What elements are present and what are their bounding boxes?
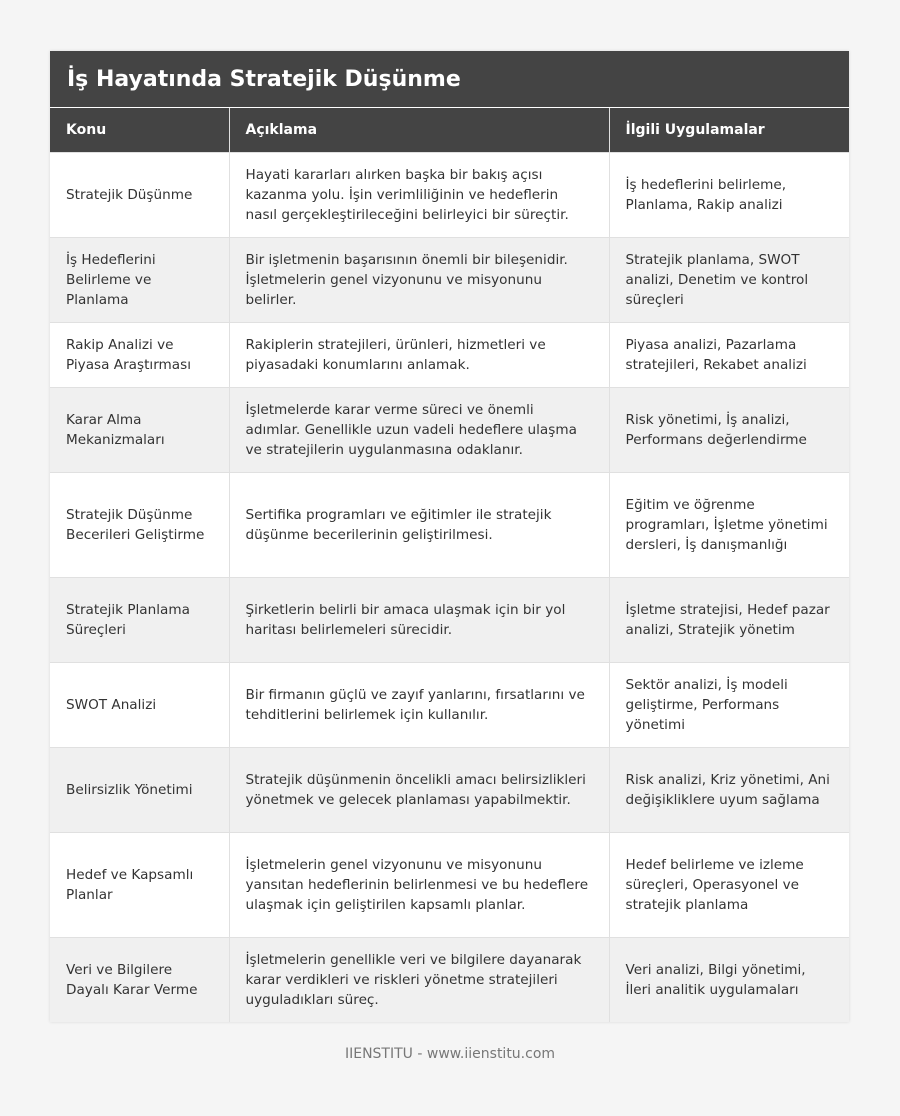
cell-konu: Hedef ve Kapsamlı Planlar: [50, 832, 229, 937]
cell-konu: Veri ve Bilgilere Dayalı Karar Verme: [50, 937, 229, 1022]
table-row: [50, 577, 849, 662]
cell-uygulamalar: Risk analizi, Kriz yönetimi, Ani değişikliklere uyum sağlama: [609, 747, 849, 832]
cell-aciklama: Şirketlerin belirli bir amaca ulaşmak için bir yol haritası belirlemeleri sürecidir.: [229, 577, 609, 662]
cell-uygulamalar: Stratejik planlama, SWOT analizi, Denetim ve kontrol süreçleri: [609, 237, 849, 322]
column-header-konu: Konu: [50, 108, 229, 152]
cell-aciklama: Rakiplerin stratejileri, ürünleri, hizmetleri ve piyasadaki konumlarını anlamak.: [229, 322, 609, 387]
cell-konu: Stratejik Düşünme Becerileri Geliştirme: [50, 472, 229, 577]
table-row: [50, 472, 849, 577]
table-row: [50, 832, 849, 937]
cell-uygulamalar: Eğitim ve öğrenme programları, İşletme yönetimi dersleri, İş danışmanlığı: [609, 472, 849, 577]
cell-uygulamalar: İşletme stratejisi, Hedef pazar analizi, Stratejik yönetim: [609, 577, 849, 662]
cell-uygulamalar: İş hedeflerini belirleme, Planlama, Rakip analizi: [609, 152, 849, 237]
cell-aciklama: Stratejik düşünmenin öncelikli amacı belirsizlikleri yönetmek ve gelecek planlaması yapabilmektir.: [229, 747, 609, 832]
cell-konu: İş Hedeflerini Belirleme ve Planlama: [50, 237, 229, 322]
cell-aciklama: İşletmelerin genel vizyonunu ve misyonunu yansıtan hedeflerinin belirlenmesi ve bu hedeflere ulaşmak için geliştirilen kapsamlı planlar.: [229, 832, 609, 937]
title-bar: [50, 51, 849, 108]
cell-uygulamalar: Piyasa analizi, Pazarlama stratejileri, Rekabet analizi: [609, 322, 849, 387]
table-row: [50, 237, 849, 322]
column-header-aciklama: Açıklama: [229, 108, 609, 152]
cell-uygulamalar: Risk yönetimi, İş analizi, Performans değerlendirme: [609, 387, 849, 472]
table-row: [50, 937, 849, 1022]
cell-konu: Stratejik Düşünme: [50, 152, 229, 237]
cell-uygulamalar: Hedef belirleme ve izleme süreçleri, Operasyonel ve stratejik planlama: [609, 832, 849, 937]
table-row: [50, 322, 849, 387]
topics-table: [50, 108, 849, 1022]
cell-uygulamalar: Veri analizi, Bilgi yönetimi, İleri analitik uygulamaları: [609, 937, 849, 1022]
table-header-row: [50, 108, 849, 152]
cell-konu: Stratejik Planlama Süreçleri: [50, 577, 229, 662]
cell-konu: Belirsizlik Yönetimi: [50, 747, 229, 832]
cell-aciklama: Hayati kararları alırken başka bir bakış açısı kazanma yolu. İşin verimliliğinin ve hedeflerin nasıl gerçekleştirileceğini belirleyici bir süreçtir.: [229, 152, 609, 237]
cell-aciklama: İşletmelerin genellikle veri ve bilgilere dayanarak karar verdikleri ve riskleri yönetme stratejileri uyguladıkları süreç.: [229, 937, 609, 1022]
table-row: [50, 662, 849, 747]
table-row: [50, 747, 849, 832]
table-row: [50, 152, 849, 237]
page-title: İş Hayatında Stratejik Düşünme: [67, 66, 461, 92]
cell-konu: SWOT Analizi: [50, 662, 229, 747]
cell-aciklama: Bir işletmenin başarısının önemli bir bileşenidir. İşletmelerin genel vizyonunu ve misyonunu belirler.: [229, 237, 609, 322]
table-card: [50, 51, 849, 1022]
cell-uygulamalar: Sektör analizi, İş modeli geliştirme, Performans yönetimi: [609, 662, 849, 747]
cell-aciklama: Bir firmanın güçlü ve zayıf yanlarını, fırsatlarını ve tehditlerini belirlemek için kullanılır.: [229, 662, 609, 747]
column-header-uygulamalar: İlgili Uygulamalar: [609, 108, 849, 152]
cell-aciklama: İşletmelerde karar verme süreci ve önemli adımlar. Genellikle uzun vadeli hedeflere ulaşma ve stratejilerin uygulanmasına odaklanır.: [229, 387, 609, 472]
cell-konu: Rakip Analizi ve Piyasa Araştırması: [50, 322, 229, 387]
cell-aciklama: Sertifika programları ve eğitimler ile stratejik düşünme becerilerinin geliştirilmesi.: [229, 472, 609, 577]
footer-credit: IIENSTITU - www.iienstitu.com: [344, 1046, 556, 1062]
table-row: [50, 387, 849, 472]
cell-konu: Karar Alma Mekanizmaları: [50, 387, 229, 472]
